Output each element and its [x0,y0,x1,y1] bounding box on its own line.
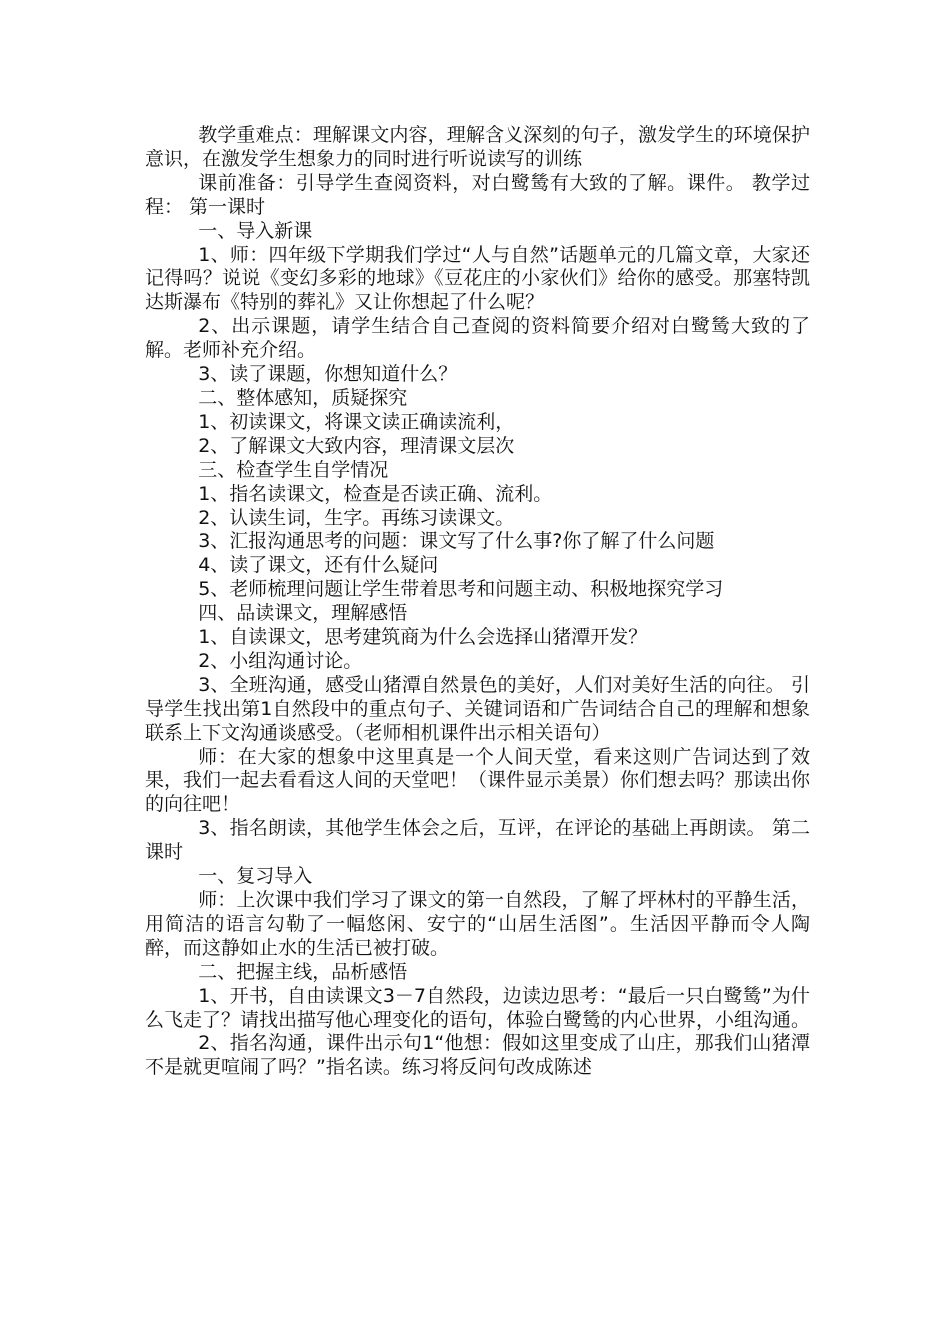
paragraph-item: 3、指名朗读，其他学生体会之后，互评，在评论的基础上再朗读。 第二课时 [145,817,810,864]
paragraph-item: 1、开书，自由读课文3－7自然段，边读边思考：“最后一只白鹭鸶”为什么飞走了？请找出描写他心理变化的语句，体验白鹭鸶的内心世界，小组沟通。 [145,984,811,1031]
paragraph-item: 2、认读生词，生字。再练习读课文。 [198,506,515,529]
paragraph-item: 3、读了课题，你想知道什么？ [198,363,458,386]
paragraph-item: 4、读了课文，还有什么疑问 [198,554,439,577]
section-heading-overview: 二、整体感知，质疑探究 [198,386,408,409]
paragraph-item: 2、了解课文大致内容，理清课文层次 [198,434,515,457]
document-page [145,124,810,1080]
paragraph-item: 师：在大家的想象中这里真是一个人间天堂，看来这则广告词达到了效果，我们一起去看看这人间的天堂吧！（课件显示美景）你们想去吗？那读出你的向往吧！ [145,745,811,816]
paragraph-key-points: 教学重难点：理解课文内容，理解含义深刻的句子，激发学生的环境保护意识，在激发学生想象力的同时进行听说读写的训练 [145,124,810,170]
section-heading-reading: 四、品读课文，理解感悟 [198,602,408,625]
paragraph-item: 1、师：四年级下学期我们学过“人与自然”话题单元的几篇文章，大家还记得吗？说说《变幻多彩的地球》《豆花庄的小家伙们》给你的感受。那塞特凯达斯瀑布《特别的葬礼》又让你想起了什么呢？ [145,243,810,314]
paragraph-item: 3、汇报沟通思考的问题：课文写了什么事?你了解了什么问题 [198,530,715,553]
paragraph-item: 2、指名沟通，课件出示句1“他想：假如这里变成了山庄，那我们山猪潭不是就更喧闹了吗？”指名读。练习将反问句改成陈述 [145,1032,810,1079]
paragraph-item: 2、出示课题，请学生结合自己查阅的资料简要介绍对白鹭鸶大致的了解。老师补充介绍。 [145,315,810,362]
paragraph-item: 3、全班沟通，感受山猪潭自然景色的美好，人们对美好生活的向往。 引导学生找出第1自然段中的重点句子、关键词语和广告词结合自己的理解和想象联系上下文沟通谈感受。（老师相机课件出示相关语句） [145,673,810,744]
section-heading-self-study: 三、检查学生自学情况 [198,458,389,481]
section-heading-review: 一、复习导入 [198,865,313,888]
paragraph-preparation: 课前准备：引导学生查阅资料，对白鹭鸶有大致的了解。课件。 教学过程： 第一课时 [145,171,810,218]
paragraph-item: 5、老师梳理问题让学生带着思考和问题主动、积极地探究学习 [198,578,724,601]
paragraph-item: 师：上次课中我们学习了课文的第一自然段，了解了坪林村的平静生活，用简洁的语言勾勒了一幅悠闲、安宁的“山居生活图”。生活因平静而令人陶醉，而这静如止水的生活已被打破。 [145,889,810,959]
paragraph-item: 1、指名读课文，检查是否读正确、流利。 [198,482,553,505]
section-heading-main-line: 二、把握主线，品析感悟 [198,960,408,983]
paragraph-item: 2、小组沟通讨论。 [198,649,363,672]
paragraph-item: 1、初读课文，将课文读正确读流利， [198,410,515,433]
section-heading-intro: 一、导入新课 [198,219,313,242]
paragraph-item: 1、自读课文，思考建筑商为什么会选择山猪潭开发？ [198,626,648,649]
